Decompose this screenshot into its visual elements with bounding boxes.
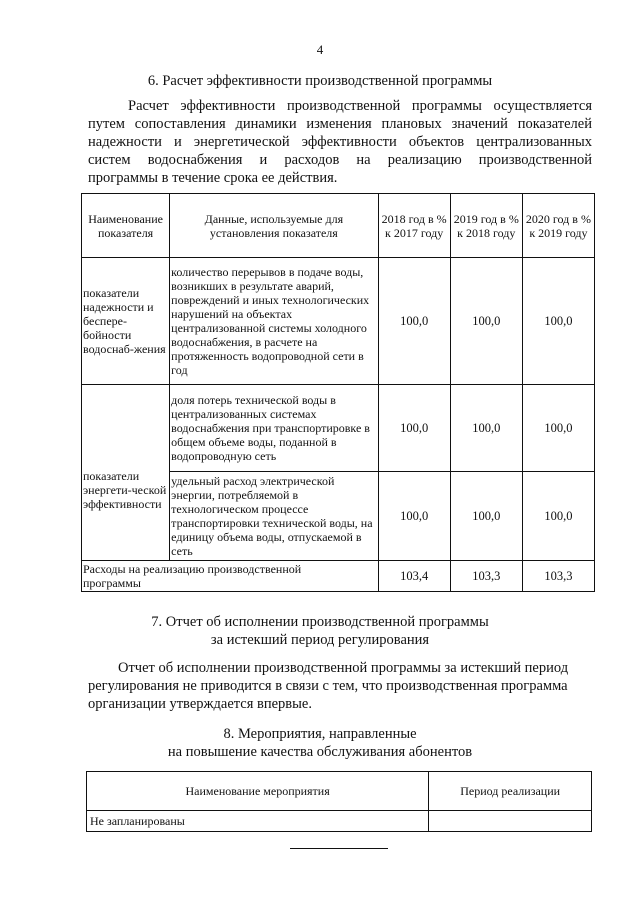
value-2018: 100,0: [378, 258, 450, 385]
expenses-2019: 103,3: [450, 561, 522, 592]
energy-indicator-name: показатели энергети-ческой эффективности: [82, 385, 170, 561]
table-row: [82, 561, 595, 592]
section-7-title-line1: 7. Отчет об исполнении производственной программы: [151, 614, 489, 630]
page-number: 4: [316, 42, 324, 57]
value-2020: 100,0: [522, 258, 594, 385]
paragraph-line: систем водоснабжения и расходов на реализацию производственной: [88, 152, 592, 168]
expenses-label: Расходы на реализацию производственной программы: [82, 561, 379, 592]
table-row: [82, 385, 595, 472]
table-header-row: [87, 772, 592, 811]
section-7-paragraph: [88, 659, 592, 713]
value-2018: 100,0: [378, 472, 450, 561]
section-8-title-line1: 8. Мероприятия, направленные: [223, 726, 417, 742]
expenses-2018: 103,4: [378, 561, 450, 592]
paragraph-line: Отчет об исполнении производственной программы за истекший период: [118, 660, 569, 676]
section-6-title: 6. Расчет эффективности производственной программы: [147, 73, 493, 89]
reliability-data: количество перерывов в подаче воды, возникших в результате аварий, повреждений и иных технологических нарушений на объектах централизованной системы холодного водоснабжения, в расчете на протяженность водопроводной сети в год: [170, 258, 378, 385]
measure-name: Не запланированы: [87, 811, 429, 832]
value-2020: 100,0: [522, 472, 594, 561]
value-2019: 100,0: [450, 258, 522, 385]
paragraph-line: Расчет эффективности производственной программы осуществляется: [128, 98, 592, 114]
table-row: [82, 258, 595, 385]
header-2019: 2019 год в % к 2018 году: [450, 194, 522, 258]
section-6-paragraph: [88, 97, 592, 187]
header-implementation-period: Период реализации: [429, 772, 592, 811]
footer-divider: [290, 848, 388, 849]
paragraph-line: программы в течение срока ее действия.: [88, 170, 338, 186]
measures-table: [86, 771, 592, 832]
header-2020: 2020 год в % к 2019 году: [522, 194, 594, 258]
water-loss-data: доля потерь технической воды в централизованных системах водоснабжения при транспортировке в общем объеме воды, поданной в водопроводную сеть: [170, 385, 378, 472]
implementation-period: [429, 811, 592, 832]
header-measure-name: Наименование мероприятия: [87, 772, 429, 811]
electricity-use-data: удельный расход электрической энергии, потребляемой в технологическом процессе транспортировки технической воды, на единицу объема воды, отпускаемой в сеть: [170, 472, 378, 561]
paragraph-line: путем сопоставления динамики изменения плановых значений показателей: [88, 116, 592, 132]
value-2020: 100,0: [522, 385, 594, 472]
expenses-2020: 103,3: [522, 561, 594, 592]
table-row: [87, 811, 592, 832]
table-header-row: [82, 194, 595, 258]
section-8-title-line2: на повышение качества обслуживания абонентов: [167, 744, 473, 760]
header-indicator-name: Наименование показателя: [82, 194, 170, 258]
value-2019: 100,0: [450, 472, 522, 561]
reliability-indicator-name: показатели надежности и беспере-бойности водоснаб-жения: [82, 258, 170, 385]
paragraph-line: надежности и энергетической эффективности объектов централизованных: [88, 134, 592, 150]
section-7-title-line2: за истекший период регулирования: [210, 632, 430, 648]
paragraph-line: регулирования не приводится в связи с тем, что производственная программа: [88, 678, 568, 694]
header-data-used: Данные, используемые для установления показателя: [170, 194, 378, 258]
efficiency-table: [81, 193, 595, 592]
value-2019: 100,0: [450, 385, 522, 472]
value-2018: 100,0: [378, 385, 450, 472]
paragraph-line: организации утверждается впервые.: [88, 696, 312, 712]
header-2018: 2018 год в % к 2017 году: [378, 194, 450, 258]
